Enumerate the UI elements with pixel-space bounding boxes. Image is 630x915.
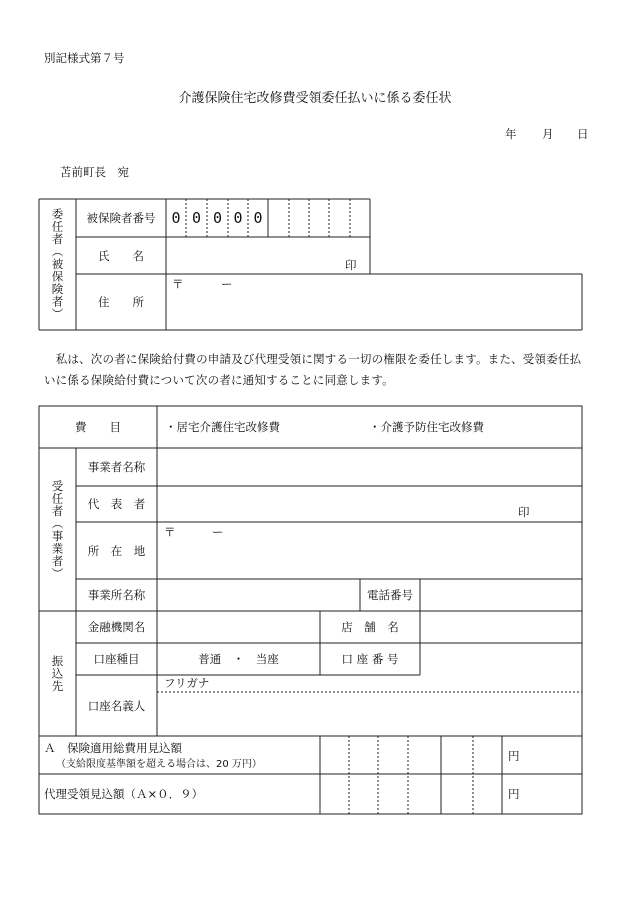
form-number: 別記様式第７号 bbox=[44, 51, 125, 65]
account-type-value[interactable]: 普通 ・ 当座 bbox=[198, 652, 279, 666]
date-month-label: 月 bbox=[542, 127, 554, 141]
expense-option-home-care[interactable]: ・居宅介護住宅改修費 bbox=[165, 420, 280, 434]
phone-label: 電話番号 bbox=[367, 588, 413, 602]
insured-number-digit[interactable]: 0 bbox=[171, 209, 181, 227]
total-cost-note: （支給限度基準額を超える場合は、20 万円） bbox=[56, 759, 262, 770]
postal-dash: ー bbox=[221, 277, 233, 291]
business-name-label: 事業者名称 bbox=[87, 460, 146, 474]
account-holder-label: 口座名義人 bbox=[87, 698, 146, 713]
bank-label: 金融機関名 bbox=[87, 620, 146, 634]
total-cost-label: Ａ 保険適用総費用見込額 bbox=[44, 741, 182, 755]
office-name-label: 事業所名称 bbox=[87, 588, 146, 602]
yen-unit: 円 bbox=[508, 787, 520, 801]
seal-mark: 印 bbox=[345, 258, 357, 272]
transfer-section-label: 振込先 bbox=[50, 654, 65, 693]
postal-dash: ー bbox=[212, 525, 224, 539]
proxy-amount-label: 代理受領見込額（Ａ×０．９） bbox=[44, 787, 204, 801]
expense-label: 費 目 bbox=[75, 420, 121, 434]
addressee: 苫前町長 宛 bbox=[60, 165, 129, 179]
page-title: 介護保険住宅改修費受領委任払いに係る委任状 bbox=[178, 91, 452, 106]
date-day-label: 日 bbox=[577, 127, 589, 141]
representative-label: 代 表 者 bbox=[87, 497, 146, 511]
seal-mark: 印 bbox=[518, 505, 530, 519]
delegate-section-label: 受任者（事業者） bbox=[50, 479, 65, 580]
address-label: 住 所 bbox=[98, 295, 144, 309]
delegation-statement: 私は、次の者に保険給付費の申請及び代理受領に関する一切の権限を委任します。また、受領委任払 いに係る保険給付費について次の者に通知することに同意します。 bbox=[44, 352, 582, 387]
expense-option-preventive[interactable]: ・介護予防住宅改修費 bbox=[369, 420, 484, 434]
postal-mark: 〒 bbox=[164, 525, 176, 539]
insured-number-digit[interactable]: 0 bbox=[253, 209, 263, 227]
insured-number-label: 被保険者番号 bbox=[86, 211, 156, 225]
insured-number-digit[interactable]: 0 bbox=[191, 209, 202, 227]
furigana-label: フリガナ bbox=[164, 676, 210, 690]
delegator-section-label: 委任者（被保険者） bbox=[50, 208, 65, 321]
insured-number-digit[interactable]: 0 bbox=[233, 209, 243, 227]
insured-number-digit[interactable]: 0 bbox=[212, 209, 223, 227]
account-number-label: 口 座 番 号 bbox=[341, 652, 399, 666]
postal-mark: 〒 bbox=[172, 277, 184, 291]
name-label: 氏 名 bbox=[98, 248, 144, 263]
branch-label: 店 舗 名 bbox=[341, 620, 399, 634]
date-year-label: 年 bbox=[505, 127, 517, 141]
yen-unit: 円 bbox=[508, 749, 520, 763]
account-type-label: 口座種目 bbox=[93, 652, 140, 666]
location-label: 所 在 地 bbox=[87, 543, 146, 558]
